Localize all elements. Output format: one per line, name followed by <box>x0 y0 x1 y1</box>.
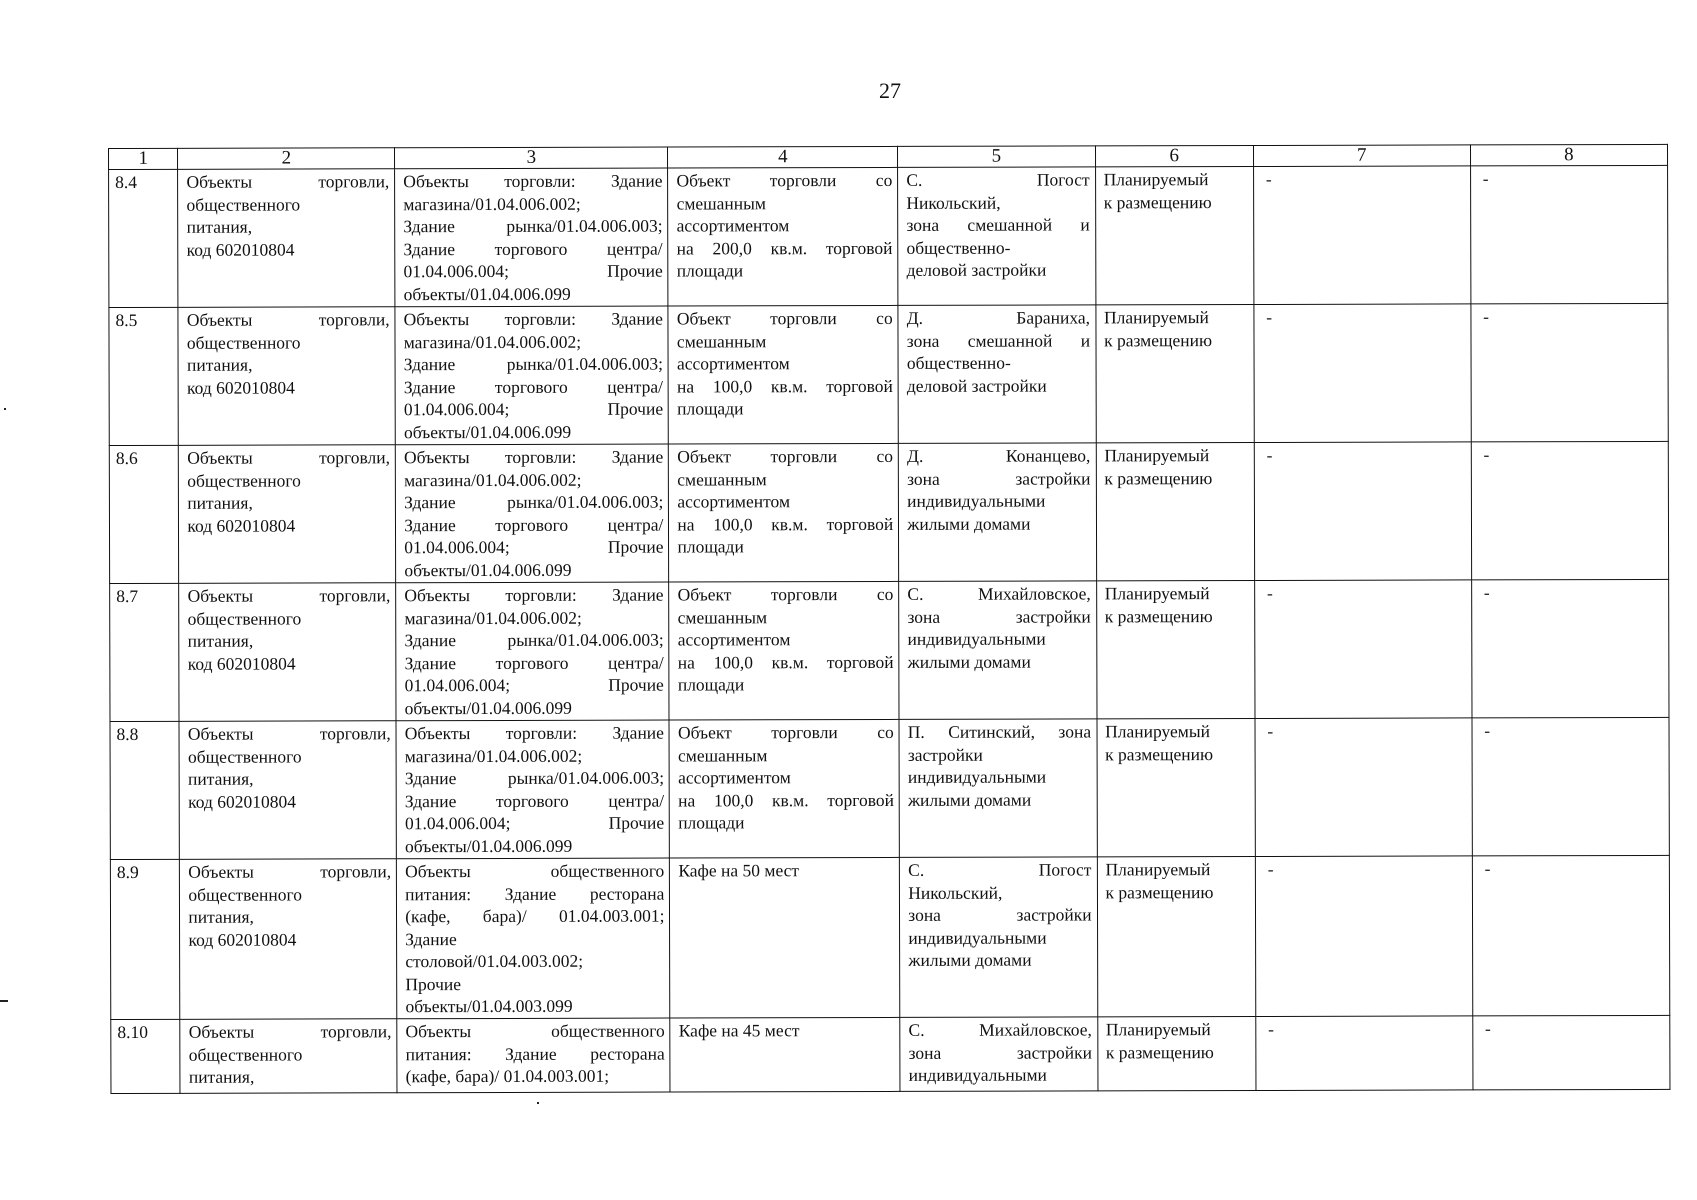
cell-line: общественного <box>186 193 301 215</box>
cell-line: Здание рынка/01.04.006.003; <box>404 767 665 789</box>
cell-line: смешанным <box>676 330 767 352</box>
cell-line: код 602010804 <box>187 515 296 536</box>
cell-line: Никольский, <box>908 882 1003 903</box>
cell-line: площади <box>678 812 745 833</box>
location-cell <box>900 1017 1098 1092</box>
cell-line: общественного <box>187 745 302 767</box>
column-7-cell: - <box>1255 856 1472 1017</box>
cell-line: Объекты торговли, <box>187 585 391 606</box>
cell-line: Объекты общественного <box>405 1020 665 1042</box>
cell-line: на 100,0 кв.м. торговой <box>677 375 893 397</box>
cell-line: на 100,0 кв.м. торговой <box>677 513 894 535</box>
location-cell <box>899 719 1097 858</box>
cell-line: питания, <box>188 768 254 789</box>
object-purpose-cell <box>395 168 669 307</box>
cell-line: питания, <box>188 906 254 927</box>
cell-line: на 200,0 кв.м. торговой <box>676 237 893 259</box>
cell-line: Здание торгового центра/ <box>403 376 664 397</box>
characteristics-cell <box>670 857 900 1018</box>
cell-line: общественно- <box>906 352 1011 373</box>
cell-line: Планируемый <box>1105 1019 1211 1040</box>
cell-line: индивидуальными <box>908 927 1047 948</box>
table-row <box>110 579 1669 721</box>
row-number-cell: 8.10 <box>111 1019 181 1093</box>
cell-line: жилыми домами <box>907 651 1031 672</box>
cell-line: Планируемый <box>1104 583 1210 604</box>
cell-line: Планируемый <box>1105 859 1211 880</box>
cell-line: (кафе, бара)/ 01.04.003.001; <box>405 905 665 927</box>
column-header: 1 <box>109 148 178 169</box>
object-purpose-cell <box>396 720 670 859</box>
cell-line: к размещению <box>1105 881 1214 902</box>
location-cell <box>899 581 1097 720</box>
scan-mark <box>4 408 6 410</box>
cell-line: Здание торгового центра/ <box>404 514 664 535</box>
cell-line: Д. Конанцево, <box>907 445 1091 466</box>
characteristics-cell <box>668 305 898 444</box>
row-number-cell: 8.8 <box>110 721 180 859</box>
cell-line: столовой/01.04.003.002; <box>405 950 584 972</box>
row-number-cell: 8.7 <box>110 583 180 721</box>
cell-line: к размещению <box>1105 743 1214 764</box>
cell-line: питания, <box>187 492 253 513</box>
table-row <box>110 717 1669 859</box>
table-row <box>109 303 1668 445</box>
cell-line: питания, <box>188 1066 255 1087</box>
cell-line: 01.04.006.004; Прочие <box>403 260 663 282</box>
cell-line: Объект торговли со <box>677 445 894 467</box>
cell-line: Объекты торговли: Здание <box>403 170 663 192</box>
cell-line: деловой застройки <box>906 375 1047 396</box>
cell-line: зона смешанной и <box>906 214 1090 235</box>
status-cell <box>1096 581 1255 719</box>
cell-line: питания, <box>186 216 253 237</box>
cell-line: 01.04.006.004; Прочие <box>403 398 664 420</box>
cell-line: Д. Бараниха, <box>906 307 1091 328</box>
cell-line: С. Погост <box>906 169 1090 190</box>
column-header: 5 <box>898 146 1095 168</box>
cell-line: Объекты торговли: Здание <box>404 722 664 744</box>
cell-line: ассортиментом <box>678 767 791 788</box>
page-number: 27 <box>879 78 901 103</box>
cell-line: С. Михайловское, <box>907 583 1091 604</box>
cell-line: к размещению <box>1105 1041 1214 1062</box>
cell-line: питания, <box>187 630 254 651</box>
cell-line: объекты/01.04.003.099 <box>405 995 573 1017</box>
cell-line: индивидуальными <box>907 490 1046 511</box>
cell-line: объекты/01.04.006.099 <box>405 835 573 856</box>
row-number-cell: 8.5 <box>109 307 179 445</box>
cell-line: Здание рынка/01.04.006.003; <box>404 629 664 651</box>
cell-line: Объекты торговли, <box>188 861 392 882</box>
cell-line: Здание рынка/01.04.006.003; <box>403 353 663 375</box>
column-8-cell: - <box>1471 303 1669 442</box>
cell-line: Здание торгового центра/ <box>404 790 665 811</box>
cell-line: Объекты торговли: Здание <box>403 446 664 468</box>
cell-line: площади <box>677 674 745 695</box>
cell-line: Кафе на 45 мест <box>678 1020 800 1041</box>
cell-line: Здание торгового центра/ <box>404 652 664 673</box>
cell-line: общественно- <box>906 237 1011 258</box>
cell-line: питания: Здание ресторана <box>405 883 665 904</box>
status-cell <box>1095 167 1254 305</box>
object-type-cell <box>179 583 396 722</box>
column-header: 6 <box>1095 146 1253 167</box>
table-row <box>111 1015 1670 1093</box>
column-7-cell: - <box>1254 442 1471 581</box>
table-row <box>109 165 1668 307</box>
cell-line: общественного <box>187 607 302 629</box>
object-type-cell <box>179 445 396 584</box>
row-number-cell: 8.6 <box>109 445 179 583</box>
row-number-cell: 8.4 <box>109 169 179 307</box>
cell-line: Объекты торговли: Здание <box>403 308 663 330</box>
cell-line: Здание <box>405 928 457 949</box>
cell-line: Планируемый <box>1103 307 1209 328</box>
characteristics-cell <box>669 581 899 720</box>
cell-line: код 602010804 <box>186 239 295 260</box>
cell-line: Объекты торговли, <box>186 309 390 330</box>
object-purpose-cell <box>397 858 671 1019</box>
column-8-cell: - <box>1472 1015 1670 1090</box>
column-7-cell: - <box>1254 580 1471 719</box>
characteristics-cell <box>669 443 899 582</box>
characteristics-cell <box>670 1017 900 1092</box>
cell-line: ассортиментом <box>677 629 791 650</box>
column-8-cell: - <box>1471 579 1669 718</box>
cell-line: смешанным <box>677 606 768 628</box>
table-row <box>110 855 1669 1019</box>
cell-line: жилыми домами <box>907 789 1032 810</box>
object-type-cell <box>179 721 396 860</box>
cell-line: Объекты торговли, <box>187 447 391 468</box>
cell-line: к размещению <box>1104 467 1213 488</box>
cell-line: смешанным <box>677 744 768 766</box>
cell-line: объекты/01.04.006.099 <box>404 697 572 718</box>
characteristics-cell <box>669 719 899 858</box>
cell-line: С. Погост <box>908 859 1092 880</box>
cell-line: на 100,0 кв.м. торговой <box>678 789 894 811</box>
cell-line: общественного <box>187 469 301 491</box>
cell-line: зона застройки <box>907 605 1091 627</box>
location-cell <box>898 167 1096 306</box>
cell-line: смешанным <box>676 192 766 214</box>
cell-line: зона застройки <box>908 1041 1092 1063</box>
column-header: 7 <box>1253 145 1470 167</box>
column-header: 2 <box>178 148 395 170</box>
cell-line: зона смешанной и <box>906 329 1091 351</box>
cell-line: Планируемый <box>1103 169 1209 190</box>
status-cell <box>1097 1016 1255 1090</box>
cell-line: Объекты торговли, <box>188 1021 392 1042</box>
cell-line: магазина/01.04.006.002; <box>404 745 583 766</box>
cell-line: Прочие <box>405 973 462 994</box>
scan-mark <box>0 1000 8 1002</box>
cell-line: Никольский, <box>906 192 1001 213</box>
object-type-cell <box>178 169 395 308</box>
column-7-cell: - <box>1255 718 1472 857</box>
location-cell <box>900 857 1098 1018</box>
objects-table <box>108 144 1670 1094</box>
cell-line: Объекты торговли, <box>186 171 390 192</box>
cell-line: к размещению <box>1104 329 1213 350</box>
cell-line: ассортиментом <box>676 353 790 374</box>
status-cell <box>1097 718 1256 856</box>
cell-line: площади <box>676 260 744 281</box>
cell-line: код 602010804 <box>188 929 297 950</box>
cell-line: жилыми домами <box>907 513 1031 534</box>
column-7-cell: - <box>1254 304 1471 443</box>
object-type-cell <box>178 307 395 446</box>
cell-line: магазина/01.04.006.002; <box>404 607 582 628</box>
cell-line: Объект торговли со <box>676 307 893 329</box>
cell-line: Объект торговли со <box>676 169 893 191</box>
table-row <box>109 441 1668 583</box>
cell-line: Планируемый <box>1105 721 1210 742</box>
column-header: 4 <box>668 146 898 168</box>
cell-line: Объекты торговли: Здание <box>404 584 664 606</box>
cell-line: ассортиментом <box>676 215 790 236</box>
cell-line: общественного <box>188 1043 303 1065</box>
object-purpose-cell <box>395 444 669 583</box>
cell-line: объекты/01.04.006.099 <box>404 559 572 580</box>
cell-line: застройки <box>907 744 983 765</box>
column-7-cell: - <box>1256 1016 1473 1091</box>
column-8-cell: - <box>1470 165 1668 304</box>
cell-line: индивидуальными <box>908 1064 1047 1085</box>
object-purpose-cell <box>396 582 670 721</box>
cell-line: Здание рынка/01.04.006.003; <box>404 491 664 513</box>
cell-line: Объекты общественного <box>405 860 665 882</box>
cell-line: к размещению <box>1104 605 1213 626</box>
column-header: 3 <box>395 147 668 169</box>
cell-line: к размещению <box>1103 191 1212 212</box>
cell-line: Объект торговли со <box>677 583 894 605</box>
cell-line: код 602010804 <box>186 377 295 398</box>
cell-line: объекты/01.04.006.099 <box>403 283 571 304</box>
cell-line: площади <box>677 398 744 419</box>
column-8-cell: - <box>1472 717 1670 856</box>
cell-line: код 602010804 <box>187 653 296 674</box>
column-8-cell: - <box>1471 441 1669 580</box>
cell-line: 01.04.006.004; Прочие <box>404 674 664 696</box>
cell-line: ассортиментом <box>677 491 791 512</box>
cell-line: 01.04.006.004; Прочие <box>404 536 664 558</box>
cell-line: общественного <box>186 331 301 353</box>
location-cell <box>898 305 1096 444</box>
column-header: 8 <box>1470 144 1667 166</box>
cell-line: магазина/01.04.006.002; <box>403 193 581 214</box>
cell-line: Объект торговли со <box>677 721 894 743</box>
cell-line: питания: Здание ресторана <box>405 1043 665 1064</box>
object-type-cell <box>180 1019 397 1094</box>
cell-line: индивидуальными <box>907 628 1046 649</box>
cell-line: С. Михайловское, <box>908 1019 1092 1040</box>
cell-line: П. Ситинский, зона <box>907 721 1092 742</box>
cell-line: магазина/01.04.006.002; <box>403 331 582 352</box>
cell-line: код 602010804 <box>188 791 297 812</box>
status-cell <box>1095 305 1254 443</box>
cell-line: магазина/01.04.006.002; <box>404 469 582 490</box>
status-cell <box>1097 856 1256 1016</box>
cell-line: площади <box>677 536 744 557</box>
column-7-cell: - <box>1253 166 1470 305</box>
cell-line: индивидуальными <box>907 766 1047 787</box>
object-purpose-cell <box>397 1018 670 1093</box>
cell-line: на 100,0 кв.м. торговой <box>677 651 894 673</box>
characteristics-cell <box>668 167 898 306</box>
cell-line: объекты/01.04.006.099 <box>403 421 572 442</box>
column-8-cell: - <box>1472 855 1670 1016</box>
cell-line: деловой застройки <box>906 259 1047 280</box>
status-cell <box>1096 443 1255 581</box>
cell-line: жилыми домами <box>908 949 1032 970</box>
object-purpose-cell <box>395 306 669 445</box>
cell-line: Кафе на 50 мест <box>678 860 800 881</box>
cell-line: Здание рынка/01.04.006.003; <box>403 215 663 237</box>
cell-line: зона застройки <box>907 467 1091 489</box>
cell-line: 01.04.006.004; Прочие <box>404 812 665 834</box>
cell-line: Объекты торговли, <box>187 723 391 744</box>
cell-line: зона застройки <box>908 904 1092 925</box>
location-cell <box>899 443 1097 582</box>
cell-line: (кафе, бара)/ 01.04.003.001; <box>405 1065 610 1087</box>
scan-mark <box>537 1102 539 1104</box>
cell-line: Планируемый <box>1104 445 1210 466</box>
table-body <box>109 165 1670 1093</box>
cell-line: смешанным <box>677 468 767 490</box>
cell-line: Здание торгового центра/ <box>403 238 663 259</box>
row-number-cell: 8.9 <box>110 859 180 1019</box>
object-type-cell <box>180 859 397 1020</box>
cell-line: питания, <box>186 354 253 375</box>
cell-line: общественного <box>188 883 303 905</box>
